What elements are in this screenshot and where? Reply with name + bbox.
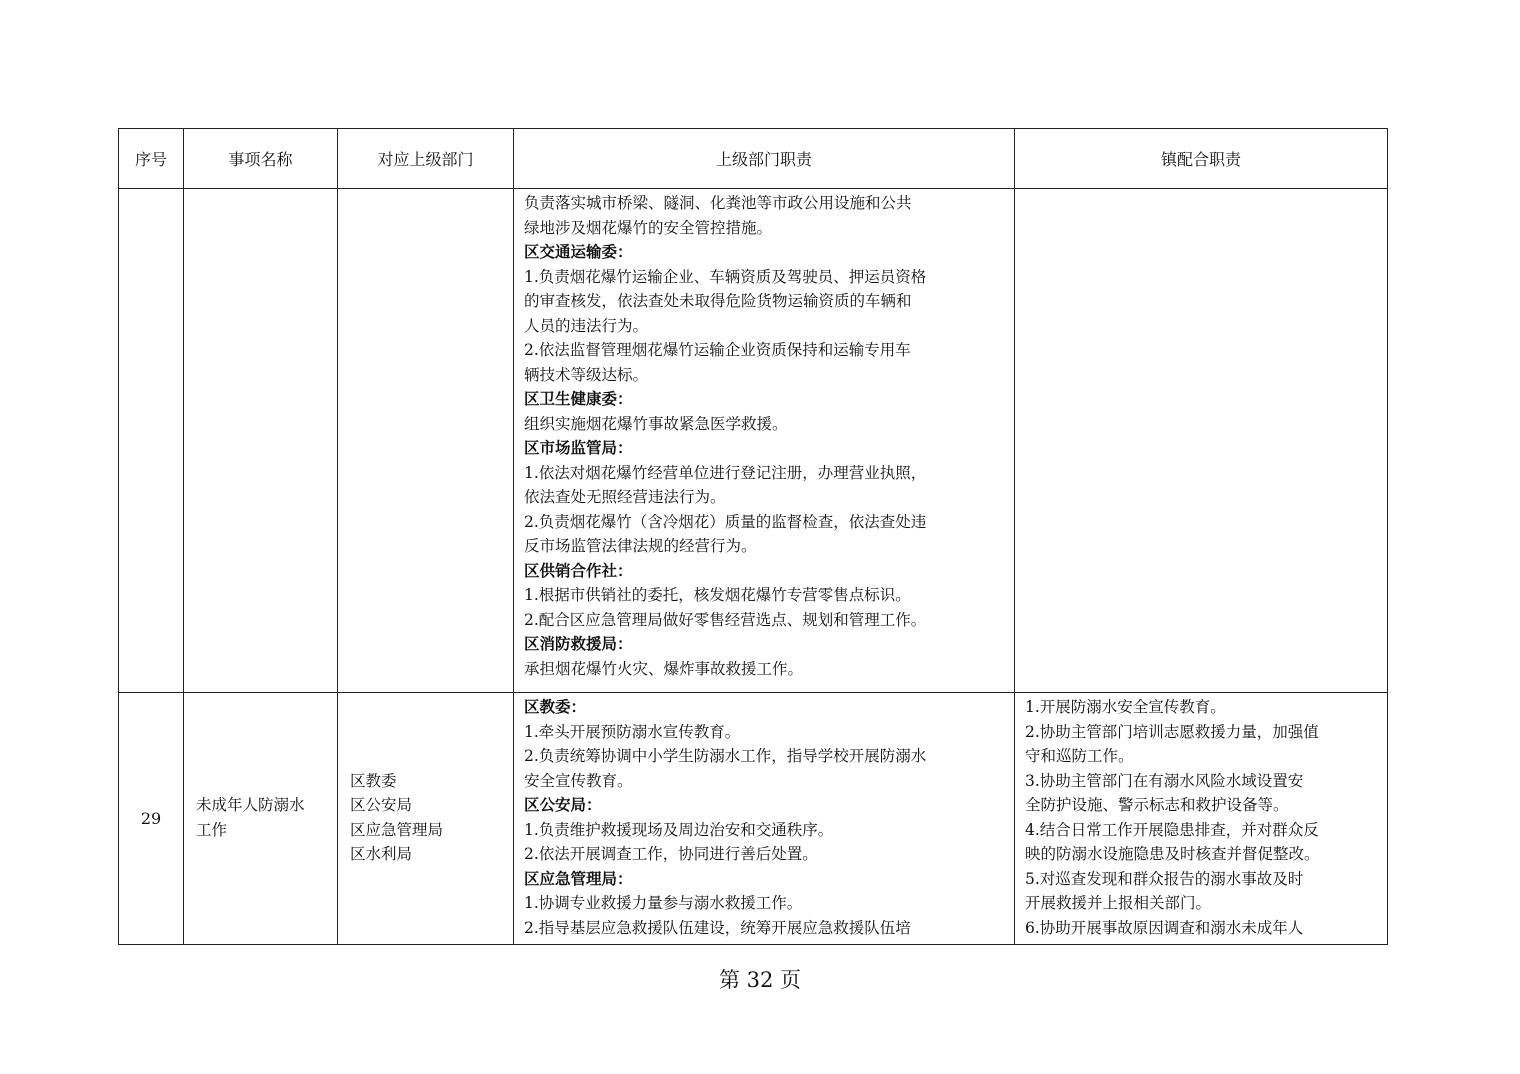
continued-duties-text: [514, 189, 1014, 685]
dept-heading: 区市场监管局：: [524, 438, 633, 457]
text-line: 6.协助开展事故原因调查和溺水未成年人: [1025, 918, 1304, 937]
continued-dept-cell: [338, 189, 514, 693]
text-line: 区应急管理局: [350, 820, 444, 839]
dept-heading: 区应急管理局：: [524, 868, 633, 888]
text-line: 3.协助主管部门在有溺水风险水域设置安: [1025, 771, 1304, 790]
text-line: 2.依法开展调查工作，协同进行善后处置。: [524, 845, 818, 863]
text-line: 1.负责烟花爆竹运输企业、车辆资质及驾驶员、押运员资格: [524, 267, 927, 286]
row29-item-name: [184, 791, 337, 846]
text-line: 映的防溺水设施隐患及时核查并督促整改。: [1025, 845, 1320, 863]
text-line: 2.协助主管部门培训志愿救援力量，加强值: [1025, 722, 1319, 741]
table-row-continued: [119, 189, 1388, 693]
text-line: 2.依法监督管理烟花爆竹运输企业资质保持和运输专用车: [524, 341, 911, 359]
text-line: 的审查核发，依法查处未取得危险货物运输资质的车辆和: [524, 292, 912, 310]
text-line: 2.负责烟花爆竹（含冷烟花）质量的监督检查，依法查处违: [524, 512, 927, 531]
continued-town-cell: [1015, 189, 1388, 693]
dept-heading: 区交通运输委：: [524, 242, 633, 261]
text-line: 区水利局: [350, 845, 413, 863]
text-line: 1.根据市供销社的委托，核发烟花爆竹专营零售点标识。: [524, 586, 911, 604]
row29-name-cell: [184, 693, 338, 945]
text-line: 守和巡防工作。: [1025, 747, 1134, 765]
text-line: 2.负责统筹协调中小学生防溺水工作，指导学校开展防溺水: [524, 747, 927, 765]
text-line: 承担烟花爆竹火灾、爆炸事故救援工作。: [524, 659, 804, 678]
text-line: 组织实施烟花爆竹事故紧急医学救援。: [524, 414, 788, 433]
header-item-name: 事项名称: [184, 129, 338, 189]
text-line: 1.协调专业救援力量参与溺水救援工作。: [524, 894, 803, 912]
table-row-29: [119, 693, 1388, 945]
responsibility-table: [118, 128, 1388, 945]
header-seq: 序号: [119, 129, 184, 189]
text-line: 安全宣传教育。: [524, 771, 633, 790]
text-line: 5.对巡查发现和群众报告的溺水事故及时: [1025, 869, 1304, 888]
row29-duties-cell: [514, 693, 1015, 945]
text-line: 1.开展防溺水安全宣传教育。: [1025, 698, 1226, 716]
dept-heading: 区供销合作社：: [524, 560, 633, 580]
dept-heading: 区教委：: [524, 697, 587, 716]
text-line: 1.负责维护救援现场及周边治安和交通秩序。: [524, 820, 834, 839]
text-line: 1.依法对烟花爆竹经营单位进行登记注册，办理营业执照，: [524, 463, 927, 482]
text-line: 人员的违法行为。: [524, 316, 649, 335]
text-line: 工作: [196, 820, 228, 839]
dept-heading: 区消防救援局：: [524, 634, 633, 653]
row29-town-text: [1015, 693, 1387, 944]
text-line: 负责落实城市桥梁、隧洞、化粪池等市政公用设施和公共: [524, 194, 912, 212]
text-line: 4.结合日常工作开展隐患排查，并对群众反: [1025, 820, 1319, 839]
text-line: 2.指导基层应急救援队伍建设，统筹开展应急救援队伍培: [524, 918, 911, 937]
text-line: 反市场监管法律法规的经营行为。: [524, 537, 757, 555]
text-line: 绿地涉及烟花爆竹的安全管控措施。: [524, 218, 773, 237]
table-header-row: [119, 129, 1388, 189]
row29-dept-cell: [338, 693, 514, 945]
text-line: 1.牵头开展预防溺水宣传教育。: [524, 722, 741, 741]
continued-name-cell: [184, 189, 338, 693]
text-line: 辆技术等级达标。: [524, 365, 649, 384]
text-line: 区公安局: [350, 796, 413, 814]
text-line: 开展救援并上报相关部门。: [1025, 894, 1212, 912]
continued-duties-cell: [514, 189, 1015, 693]
text-line: 未成年人防溺水: [196, 796, 305, 814]
header-upper-duties: 上级部门职责: [514, 129, 1015, 189]
text-line: 依法查处无照经营违法行为。: [524, 488, 726, 506]
text-line: 区教委: [350, 771, 397, 790]
continued-seq-cell: [119, 189, 184, 693]
dept-heading: 区卫生健康委：: [524, 389, 633, 408]
page-number: 第 32 页: [718, 968, 802, 992]
row29-dept-list: [338, 767, 513, 871]
row29-duties-text: [514, 693, 1014, 944]
header-upper-dept: 对应上级部门: [338, 129, 514, 189]
text-line: 2.配合区应急管理局做好零售经营选点、规划和管理工作。: [524, 610, 927, 629]
row29-seq: 29: [119, 693, 184, 945]
dept-heading: 区公安局：: [524, 795, 602, 814]
text-line: 全防护设施、警示标志和救护设备等。: [1025, 796, 1289, 814]
header-town-duties: 镇配合职责: [1015, 129, 1388, 189]
row29-town-cell: [1015, 693, 1388, 945]
